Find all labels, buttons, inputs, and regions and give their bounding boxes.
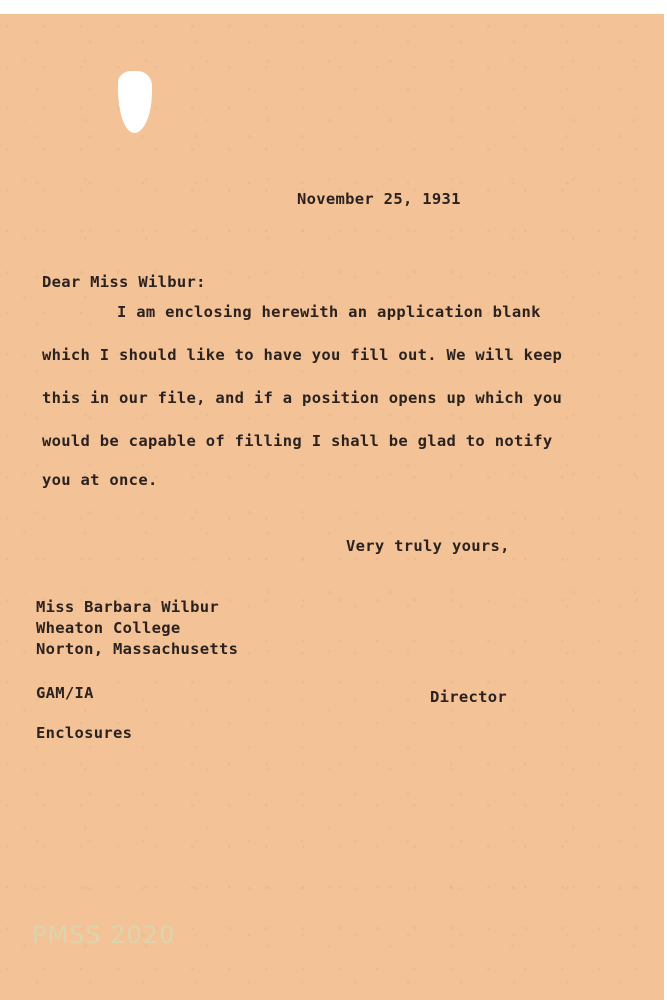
signature-title: Director bbox=[430, 688, 508, 706]
letter-page bbox=[0, 14, 664, 1000]
body-line: which I should like to have you fill out. We will keep bbox=[42, 346, 563, 364]
body-line: you at once. bbox=[42, 471, 158, 489]
recipient-location: Norton, Massachusetts bbox=[36, 640, 239, 658]
complimentary-close: Very truly yours, bbox=[346, 537, 510, 555]
torn-hole bbox=[118, 71, 152, 133]
recipient-name: Miss Barbara Wilbur bbox=[36, 598, 220, 616]
watermark: PMSS 2020 bbox=[32, 921, 176, 949]
body-line: this in our file, and if a position opens up which you bbox=[42, 389, 563, 407]
reference-initials: GAM/IA bbox=[36, 684, 94, 702]
enclosures-note: Enclosures bbox=[36, 724, 133, 742]
body-line: I am enclosing herewith an application blank bbox=[117, 303, 541, 321]
recipient-institution: Wheaton College bbox=[36, 619, 181, 637]
letter-date: November 25, 1931 bbox=[297, 190, 461, 208]
body-line: would be capable of filling I shall be glad to notify bbox=[42, 432, 553, 450]
salutation: Dear Miss Wilbur: bbox=[42, 273, 206, 291]
